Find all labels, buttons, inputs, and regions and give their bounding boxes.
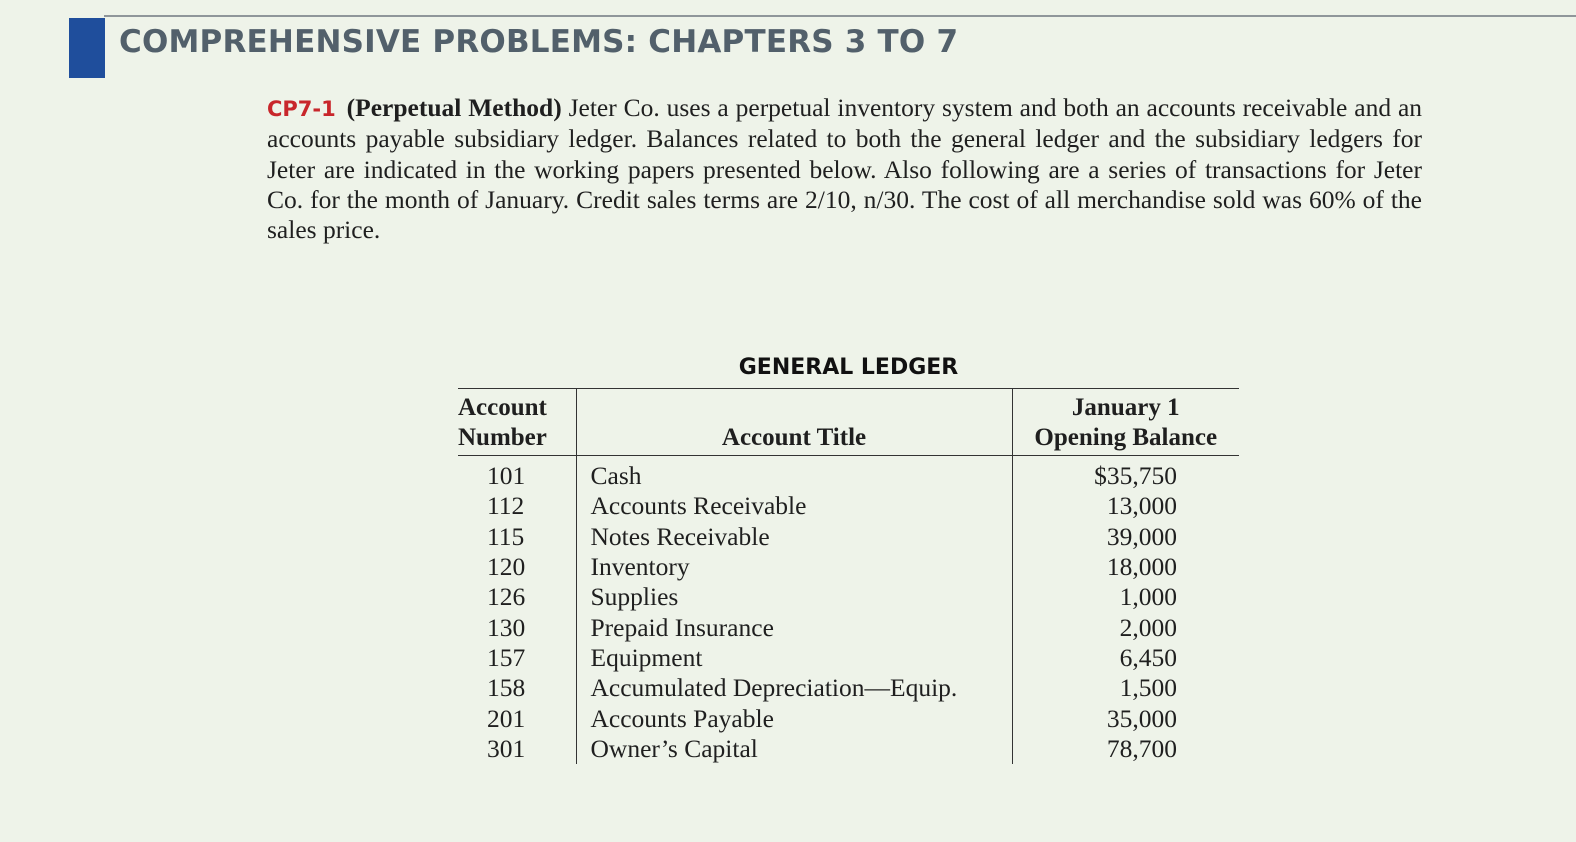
ledger-rows — [458, 456, 1239, 764]
section-marker — [69, 18, 105, 78]
table-row — [458, 703, 1239, 733]
table-row — [458, 643, 1239, 673]
opening-balance: $35,750 — [1012, 456, 1239, 492]
account-number: 158 — [487, 673, 526, 703]
section-heading: COMPREHENSIVE PROBLEMS: CHAPTERS 3 TO 7 — [119, 24, 959, 60]
header-account-title: Account Title — [576, 389, 1012, 456]
account-number: 157 — [487, 642, 526, 672]
opening-balance: 1,500 — [1012, 673, 1239, 703]
opening-balance: 6,450 — [1012, 643, 1239, 673]
table-row — [458, 522, 1239, 552]
table-row — [458, 612, 1239, 642]
ledger-title: GENERAL LEDGER — [738, 355, 959, 380]
account-title: Inventory — [576, 552, 1012, 582]
account-number: 112 — [487, 491, 525, 521]
header-account-number: Account Number — [458, 389, 576, 456]
table-row — [458, 734, 1239, 764]
header-opening-balance: January 1 Opening Balance — [1012, 389, 1239, 456]
problem-paragraph — [267, 93, 1422, 245]
table-row — [458, 456, 1239, 492]
problem-method: (Perpetual Method) — [346, 93, 562, 122]
account-number: 101 — [487, 461, 526, 491]
table-row — [458, 491, 1239, 521]
account-title: Owner’s Capital — [576, 734, 1012, 764]
table-row — [458, 552, 1239, 582]
table-row — [458, 582, 1239, 612]
account-number: 115 — [487, 521, 525, 551]
account-number: 126 — [487, 582, 526, 612]
problem-id: CP7-1 — [267, 97, 336, 121]
account-number: 120 — [487, 552, 526, 582]
opening-balance: 13,000 — [1012, 491, 1239, 521]
account-title: Cash — [576, 456, 1012, 492]
account-number: 130 — [487, 612, 526, 642]
account-title: Prepaid Insurance — [576, 612, 1012, 642]
account-title: Supplies — [576, 582, 1012, 612]
account-title: Equipment — [576, 643, 1012, 673]
opening-balance: 2,000 — [1012, 612, 1239, 642]
opening-balance: 78,700 — [1012, 734, 1239, 764]
account-title: Accounts Payable — [576, 703, 1012, 733]
general-ledger-table — [458, 388, 1239, 764]
account-title: Notes Receivable — [576, 522, 1012, 552]
account-number: 301 — [487, 733, 526, 763]
opening-balance: 1,000 — [1012, 582, 1239, 612]
opening-balance: 39,000 — [1012, 522, 1239, 552]
opening-balance: 18,000 — [1012, 552, 1239, 582]
account-number: 201 — [487, 703, 526, 733]
account-title: Accounts Receivable — [576, 491, 1012, 521]
opening-balance: 35,000 — [1012, 703, 1239, 733]
problem-text: Jeter Co. uses a perpetual inventory system and both an accounts receivable and an accounts payable subsidiary ledger. Balances related to both the general ledger and the subsidiary ledgers for Jeter are indicated in the working papers presented below. Also following are a series of transactions for Jeter Co. for the month of January. Credit sales terms are 2/10, n/30. The cost of all merchandise sold was 60% of the sales price. — [267, 93, 1423, 245]
table-row — [458, 673, 1239, 703]
account-title: Accumulated Depreciation—Equip. — [576, 673, 1012, 703]
top-rule — [104, 15, 1576, 17]
